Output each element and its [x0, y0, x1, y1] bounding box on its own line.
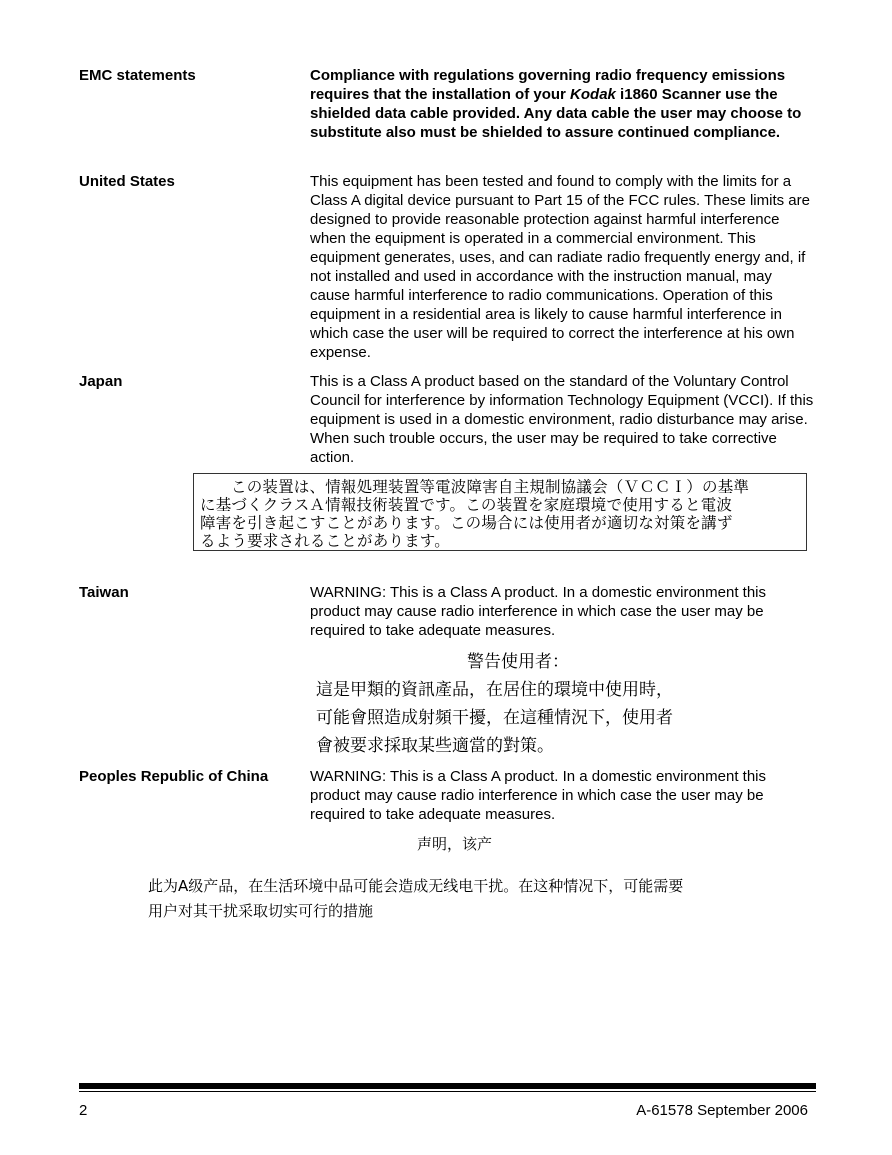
prc-cn-line-2: 用户对其干扰采取切实可行的措施 — [148, 902, 374, 920]
footer-rule-thick — [79, 1083, 816, 1089]
vcci-line-2: に基づくクラスＡ情報技術装置です。この装置を家庭環境で使用すると電波 — [200, 496, 733, 514]
emc-label: EMC statements — [79, 67, 196, 84]
prc-cn-line-1: 此为A级产品，在生活环境中品可能会造成无线电干扰。在这种情况下，可能需要 — [148, 877, 684, 895]
taiwan-text: WARNING: This is a Class A product. In a domestic environment this product may cause radio interference in which case the user may be required to take adequate measures. — [310, 584, 767, 639]
prc-text: WARNING: This is a Class A product. In a domestic environment this product may cause radio interference in which case the user may be required to take adequate measures. — [310, 768, 767, 823]
vcci-notice-box — [193, 473, 807, 551]
kodak-brand: Kodak — [570, 86, 616, 103]
vcci-line-4: るよう要求されることがあります。 — [200, 532, 450, 550]
emc-text-post: i1860 Scanner use the shielded data cable provided. Any data cable the user may choose to substitute also must be shielded to assure continued compliance. — [310, 86, 802, 141]
document-id-date: A-61578 September 2006 — [636, 1102, 808, 1119]
us-label: United States — [79, 173, 175, 190]
vcci-line-3: 障害を引き起こすことがあります。この場合には使用者が適切な対策を講ず — [200, 514, 733, 532]
japan-label: Japan — [79, 373, 123, 390]
taiwan-cn-line-2: 可能會照造成射頻干擾，在這種情況下，使用者 — [316, 708, 673, 728]
emc-text — [310, 66, 815, 142]
vcci-line-1: この装置は、情報処理装置等電波障害自主規制協議会（ＶＣＣＩ）の基準 — [231, 478, 750, 496]
us-text: This equipment has been tested and found to comply with the limits for a Class A digital device pursuant to Part 15 of the FCC rules. These limits are designed to provide reasonable protection against harmful interference when the equipment is operated in a commercial environment. This equipment generates, uses, and can radiate radio frequently energy and, if not installed and used in accordance with the instruction manual, may cause harmful interference to radio communications. Operation of this equipment in a residential area is likely to cause harmful interference in which case the user will be required to correct the interference at his own expense. — [310, 173, 810, 361]
taiwan-cn-line-3: 會被要求採取某些適當的對策。 — [316, 736, 554, 756]
taiwan-cn-heading: 警告使用者： — [467, 652, 569, 672]
footer-rule-thin — [79, 1091, 816, 1092]
taiwan-label: Taiwan — [79, 584, 129, 601]
prc-label: Peoples Republic of China — [79, 768, 269, 785]
japan-text: This is a Class A product based on the standard of the Voluntary Control Council for interference by information Technology Equipment (VCCI). If this equipment is used in a domestic environment, radio disturbance may arise. When such trouble occurs, the user may be required to take corrective action. — [310, 373, 814, 466]
taiwan-cn-line-1: 這是甲類的資訊產品，在居住的環境中使用時， — [316, 680, 673, 700]
emc-text-pre: Compliance with regulations governing radio frequency emissions requires that the installation of your — [310, 67, 786, 103]
prc-cn-heading: 声明，该产 — [417, 835, 493, 853]
page-number: 2 — [79, 1102, 88, 1119]
